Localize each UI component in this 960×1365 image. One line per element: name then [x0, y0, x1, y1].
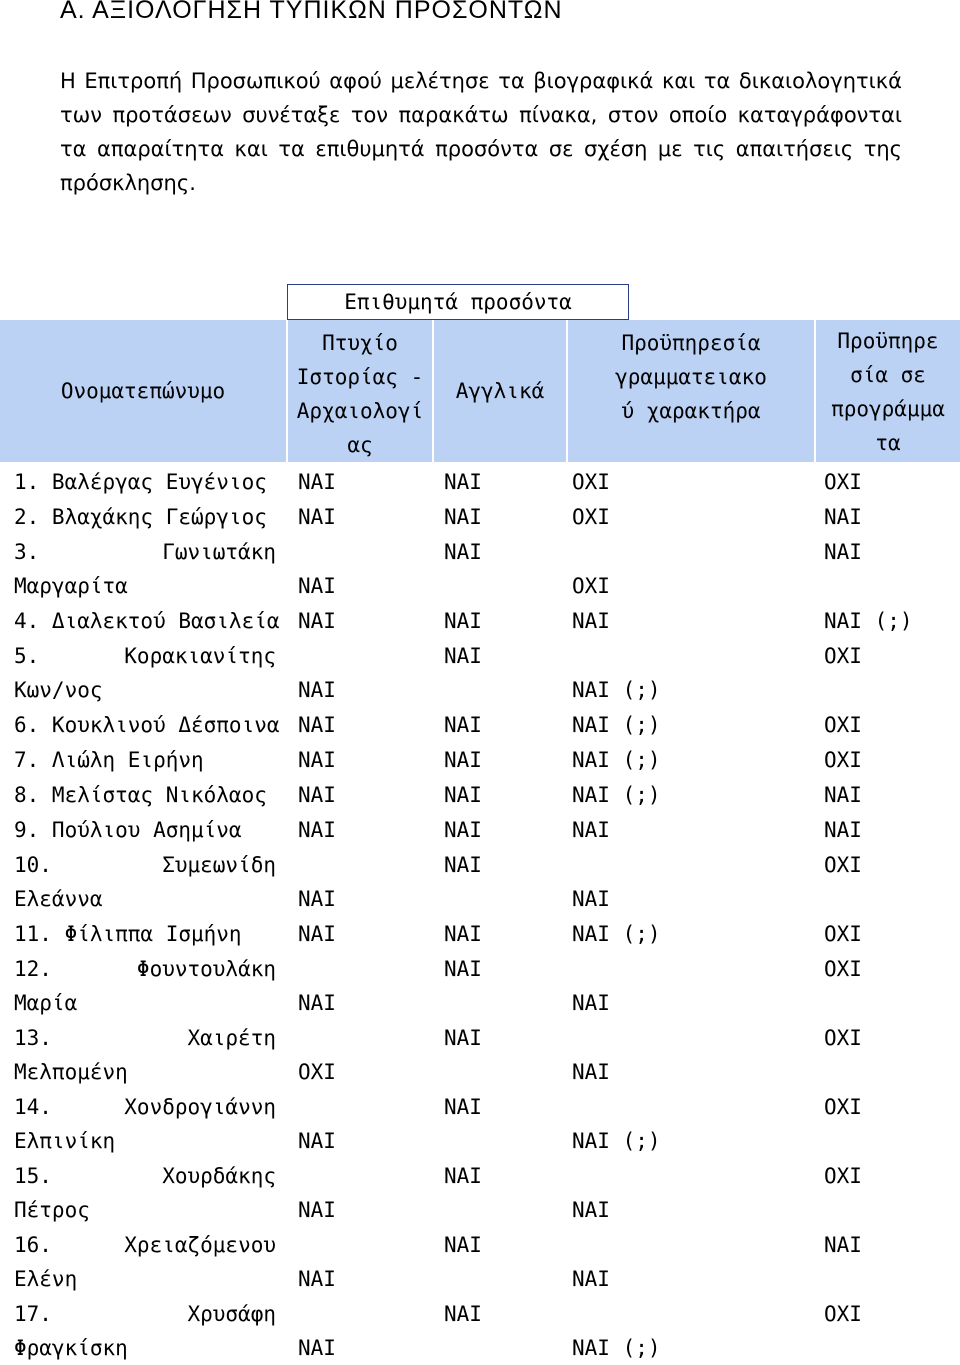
cell-history: ΝΑΙ — [298, 505, 336, 529]
cell-programs: ΟΧΙ — [824, 922, 862, 946]
name-part: 10. — [14, 853, 52, 877]
cell-history: ΝΑΙ — [298, 1267, 336, 1291]
name-part: Γωνιωτάκη — [162, 540, 276, 564]
cell-english: ΝΑΙ — [444, 713, 482, 737]
cell-history: ΝΑΙ — [298, 1336, 336, 1360]
cell-secretarial: ΝΑΙ (;) — [572, 748, 661, 772]
cell-name — [14, 1228, 276, 1296]
cell-name: 9. Πούλιου Ασημίνα — [14, 818, 242, 842]
cell-history: ΝΑΙ — [298, 678, 336, 702]
cell-secretarial: ΝΑΙ — [572, 991, 610, 1015]
cell-secretarial: ΟΧΙ — [572, 574, 610, 598]
cell-secretarial: ΝΑΙ — [572, 1267, 610, 1291]
name-part: Φουντουλάκη — [136, 957, 276, 981]
cell-programs: ΝΑΙ (;) — [824, 609, 913, 633]
column-header-program-experience: Προϋπηρε σία σε προγράμμα τα — [831, 329, 945, 455]
cell-programs: ΝΑΙ — [824, 505, 862, 529]
cell-programs: ΟΧΙ — [824, 470, 862, 494]
cell-name: 8. Μελίστας Νικόλαος — [14, 783, 267, 807]
name-part: 16. — [14, 1233, 52, 1257]
cell-name — [14, 1090, 276, 1158]
cell-secretarial: ΟΧΙ — [572, 505, 610, 529]
column-header-name: Ονοματεπώνυμο — [60, 379, 226, 403]
cell-english: ΝΑΙ — [444, 818, 482, 842]
name-part: Χαιρέτη — [187, 1026, 276, 1050]
column-header-english: Αγγλικά — [455, 379, 545, 403]
cell-programs: ΟΧΙ — [824, 1026, 862, 1050]
cell-english: ΝΑΙ — [444, 957, 482, 981]
name-part: Ελεάννα — [14, 887, 103, 911]
cell-history: ΝΑΙ — [298, 991, 336, 1015]
cell-name: 11. Φίλιππα Ισμήνη — [14, 922, 242, 946]
name-part: 5. — [14, 644, 40, 668]
cell-secretarial: ΝΑΙ — [572, 1198, 610, 1222]
cell-history: ΟΧΙ — [298, 1060, 336, 1084]
cell-english: ΝΑΙ — [444, 1164, 482, 1188]
cell-history: ΝΑΙ — [298, 783, 336, 807]
cell-history: ΝΑΙ — [298, 470, 336, 494]
cell-history: ΝΑΙ — [298, 818, 336, 842]
cell-english: ΝΑΙ — [444, 1026, 482, 1050]
column-header-secretarial-experience: Προϋπηρεσία γραμματειακο ύ χαρακτήρα — [615, 331, 767, 423]
cell-name — [14, 639, 276, 707]
cell-secretarial: ΝΑΙ — [572, 887, 610, 911]
cell-english: ΝΑΙ — [444, 922, 482, 946]
cell-programs: ΝΑΙ — [824, 540, 862, 564]
cell-english: ΝΑΙ — [444, 748, 482, 772]
cell-programs: ΟΧΙ — [824, 1302, 862, 1326]
cell-english: ΝΑΙ — [444, 1233, 482, 1257]
cell-programs: ΟΧΙ — [824, 713, 862, 737]
section-title: Α. ΑΞΙΟΛΟΓΗΣΗ ΤΥΠΙΚΩΝ ΠΡΟΣΟΝΤΩΝ — [60, 0, 563, 24]
cell-programs: ΟΧΙ — [824, 853, 862, 877]
cell-history: ΝΑΙ — [298, 887, 336, 911]
cell-name — [14, 1159, 276, 1227]
cell-english: ΝΑΙ — [444, 1302, 482, 1326]
cell-secretarial: ΝΑΙ — [572, 818, 610, 842]
intro-paragraph: Η Επιτροπή Προσωπικού αφού μελέτησε τα βιογραφικά και τα δικαιολογητικά των προτάσεων συνέταξε τον παρακάτω πίνακα, στον οποίο καταγράφονται τα απαραίτητα και τα επιθυμητά προσόντα σε σχέση με τις απαιτήσεις της πρόσκλησης. — [60, 69, 902, 195]
cell-name: 2. Βλαχάκης Γεώργιος — [14, 505, 267, 529]
cell-english: ΝΑΙ — [444, 470, 482, 494]
name-part: 13. — [14, 1026, 52, 1050]
name-part: Κων/νος — [14, 678, 103, 702]
cell-english: ΝΑΙ — [444, 1095, 482, 1119]
name-part: Χουρδάκης — [162, 1164, 276, 1188]
name-part: 15. — [14, 1164, 52, 1188]
cell-name — [14, 1021, 276, 1089]
cell-name: 6. Κουκλινού Δέσποινα — [14, 713, 280, 737]
cell-secretarial: ΝΑΙ (;) — [572, 1336, 661, 1360]
cell-programs: ΟΧΙ — [824, 644, 862, 668]
name-part: 12. — [14, 957, 52, 981]
cell-secretarial: ΝΑΙ (;) — [572, 1129, 661, 1153]
name-part: Χρυσάφη — [187, 1302, 276, 1326]
cell-secretarial: ΟΧΙ — [572, 470, 610, 494]
cell-programs: ΝΑΙ — [824, 1233, 862, 1257]
name-part: Ελένη — [14, 1267, 78, 1291]
cell-programs: ΟΧΙ — [824, 1095, 862, 1119]
cell-english: ΝΑΙ — [444, 540, 482, 564]
column-header-history-degree: Πτυχίο Ιστορίας - Αρχαιολογί ας — [296, 331, 424, 457]
cell-secretarial: ΝΑΙ (;) — [572, 713, 661, 737]
cell-secretarial: ΝΑΙ (;) — [572, 922, 661, 946]
name-part: 14. — [14, 1095, 52, 1119]
cell-english: ΝΑΙ — [444, 609, 482, 633]
cell-programs: ΝΑΙ — [824, 818, 862, 842]
cell-history: ΝΑΙ — [298, 574, 336, 598]
name-part: Μαργαρίτα — [14, 574, 128, 598]
cell-name — [14, 848, 276, 916]
name-part: Χρειαζόμενου — [124, 1233, 276, 1257]
cell-english: ΝΑΙ — [444, 644, 482, 668]
cell-history: ΝΑΙ — [298, 1129, 336, 1153]
cell-english: ΝΑΙ — [444, 853, 482, 877]
name-part: 3. — [14, 540, 40, 564]
name-part: Φραγκίσκη — [14, 1336, 128, 1360]
name-part: Συμεωνίδη — [162, 853, 276, 877]
name-part: Πέτρος — [14, 1198, 90, 1222]
name-part: Μαρία — [14, 991, 78, 1015]
cell-name: 7. Λιώλη Ειρήνη — [14, 748, 204, 772]
cell-secretarial: ΝΑΙ (;) — [572, 783, 661, 807]
cell-english: ΝΑΙ — [444, 505, 482, 529]
cell-programs: ΝΑΙ — [824, 783, 862, 807]
cell-programs: ΟΧΙ — [824, 957, 862, 981]
cell-name — [14, 952, 276, 1020]
cell-history: ΝΑΙ — [298, 1198, 336, 1222]
desired-qualifications-header: Επιθυμητά προσόντα — [287, 284, 629, 320]
cell-secretarial: ΝΑΙ (;) — [572, 678, 661, 702]
cell-history: ΝΑΙ — [298, 609, 336, 633]
name-part: Κορακιανίτης — [124, 644, 276, 668]
name-part: 17. — [14, 1302, 52, 1326]
cell-programs: ΟΧΙ — [824, 1164, 862, 1188]
cell-name: 1. Βαλέργας Ευγένιος — [14, 470, 267, 494]
cell-english: ΝΑΙ — [444, 783, 482, 807]
cell-name — [14, 535, 276, 603]
name-part: Χονδρογιάννη — [124, 1095, 276, 1119]
cell-secretarial: ΝΑΙ — [572, 1060, 610, 1084]
cell-name — [14, 1297, 276, 1365]
cell-history: ΝΑΙ — [298, 922, 336, 946]
name-part: Ελπινίκη — [14, 1129, 116, 1153]
name-part: Μελπομένη — [14, 1060, 128, 1084]
cell-secretarial: ΝΑΙ — [572, 609, 610, 633]
cell-history: ΝΑΙ — [298, 748, 336, 772]
cell-name: 4. Διαλεκτού Βασιλεία — [14, 609, 280, 633]
cell-history: ΝΑΙ — [298, 713, 336, 737]
cell-programs: ΟΧΙ — [824, 748, 862, 772]
